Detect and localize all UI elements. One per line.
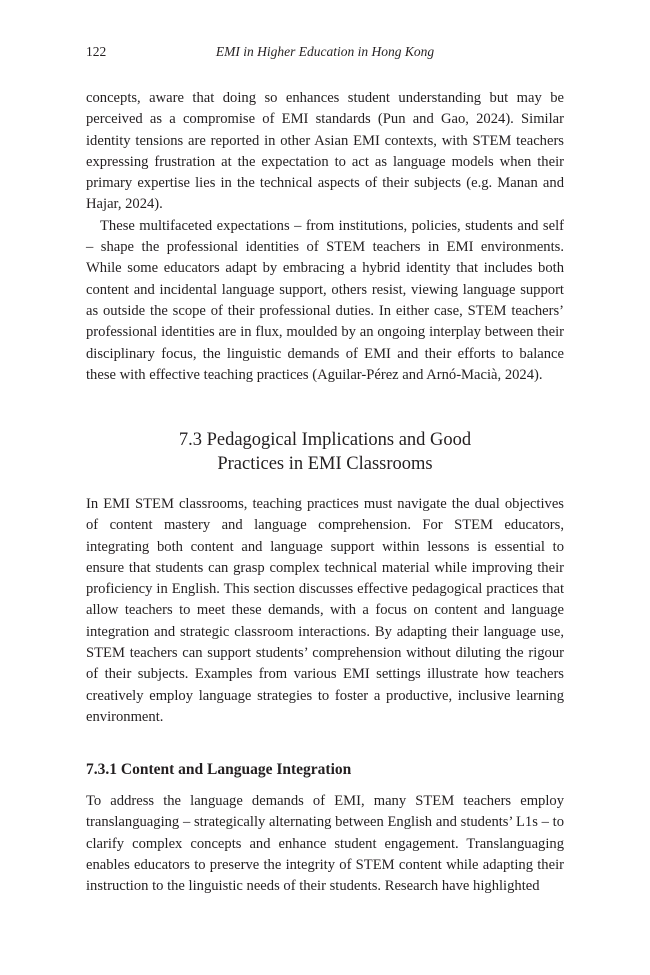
running-title: EMI in Higher Education in Hong Kong <box>215 44 435 59</box>
subsection-heading: 7.3.1 Content and Language Integration <box>86 761 352 778</box>
page-number: 122 <box>86 44 107 59</box>
section-heading <box>86 428 564 476</box>
body-text-top <box>86 88 564 386</box>
paragraph: In EMI STEM classrooms, teaching practices must navigate the dual objectives of content mastery and language comprehension. For STEM educators, integrating both content and language support within lessons is essential to ensure that students can grasp complex technical material while improving their proficiency in English. This section discusses effective pedagogical practices that allow teachers to meet these demands, with a focus on content and language integration and strategic classroom interactions. By adapting their language use, STEM teachers can support students’ comprehension without diluting the rigour of their subjects. Examples from various EMI settings illustrate how teachers creatively employ language strategies to foster a productive, inclusive learning environment. <box>86 496 564 725</box>
section-intro <box>86 494 564 728</box>
section-heading-line: 7.3 Pedagogical Implications and Good <box>178 430 472 450</box>
subsection-body <box>86 791 564 897</box>
paragraph: To address the language demands of EMI, many STEM teachers employ translanguaging – strategically alternating between English and students’ L1s – to clarify complex concepts and enhance student engagement. Translanguaging enables educators to preserve the integrity of STEM content while adapting their instruction to the linguistic needs of their students. Research have highlighted <box>86 793 564 895</box>
paragraph: These multifaceted expectations – from institutions, policies, students and self – shape the professional identities of STEM teachers in EMI environments. While some educators adapt by embracing a hybrid identity that includes both content and incidental language support, others resist, viewing language support as outside the scope of their professional duties. In either case, STEM teachers’ professional identities are in flux, moulded by an ongoing interplay between their disciplinary focus, the linguistic demands of EMI and their efforts to balance these with effective teaching practices (Aguilar-Pérez and Arnó-Macià, 2024). <box>86 217 564 383</box>
running-header <box>86 44 564 64</box>
paragraph: concepts, aware that doing so enhances student understanding but may be perceived as a compromise of EMI standards (Pun and Gao, 2024). Similar identity tensions are reported in other Asian EMI contexts, with STEM teachers expressing frustration at the expectation to act as language models when their primary expertise lies in the technical aspects of their subjects (e.g. Manan and Hajar, 2024). <box>86 90 564 213</box>
section-heading-line: Practices in EMI Classrooms <box>217 454 433 474</box>
